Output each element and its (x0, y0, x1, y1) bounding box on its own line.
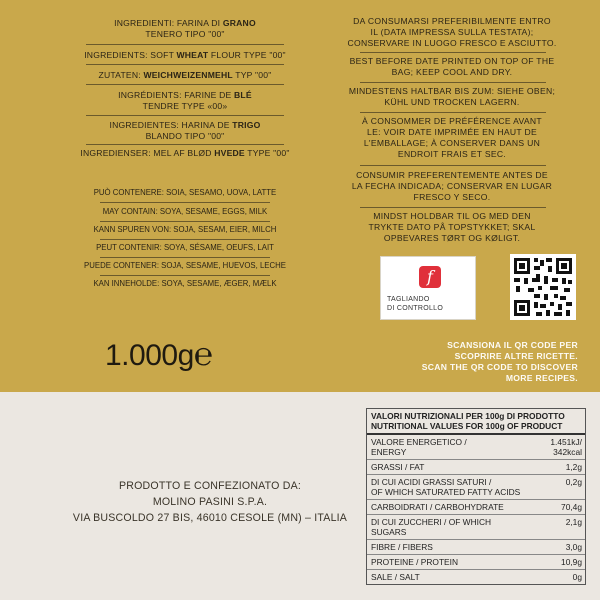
best-before-es: CONSUMIR PREFERENTEMENTE ANTES DE LA FECHA INDICADA; CONSERVAR EN LUGAR FRESCO Y SECO. (351, 170, 553, 202)
divider (86, 44, 284, 45)
divider (360, 112, 546, 113)
may-contain-en: MAY CONTAIN: SOYA, SESAME, EGGS, MILK (102, 207, 268, 216)
ingredients-de: ZUTATEN: WEICHWEIZENMEHL TYP "00" (98, 70, 272, 80)
table-row: PROTEINE / PROTEIN 10,9g (367, 555, 585, 570)
control-ticket (380, 256, 476, 320)
best-before-da: MINDST HOLDBAR TIL OG MED DEN TRYKTE DATO PÅ TOPSTYKKET; SKAL OPBEVARES TØRT OG KØLIGT. (368, 211, 536, 243)
divider (100, 257, 270, 258)
qr-instructions: SCANSIONA IL QR CODE PER SCOPRIRE ALTRE RICETTE. SCAN THE QR CODE TO DISCOVER MORE RECIPES. (421, 340, 578, 383)
may-contain-da: KAN INNEHOLDE: SOYA, SESAME, ÆGER, MÆLK (93, 279, 277, 288)
nutrition-table (366, 408, 586, 585)
may-contain-de: KANN SPUREN VON: SOJA, SESAM, EIER, MILCH (93, 225, 277, 234)
divider (100, 239, 270, 240)
divider (86, 84, 284, 85)
divider (86, 144, 284, 145)
manufacturer-info: PRODOTTO E CONFEZIONATO DA: MOLINO PASINI S.P.A. VIA BUSCOLDO 27 BIS, 46010 CESOLE (MN) – ITALIA (72, 480, 348, 524)
ingredients-es: INGREDIENTES: HARINA DE TRIGO BLANDO TIPO "00" (109, 120, 261, 141)
control-ticket-label: TAGLIANDO DI CONTROLLO (387, 296, 444, 312)
table-row: SALE / SALT 0g (371, 572, 582, 582)
table-row: DI CUI ZUCCHERI / OF WHICH SUGARS 2,1g (367, 515, 585, 540)
divider (360, 207, 546, 208)
divider (86, 115, 284, 116)
ingredients-it: INGREDIENTI: FARINA DI GRANO TENERO TIPO "00" (114, 18, 256, 39)
best-before-de: MINDESTENS HALTBAR BIS ZUM: SIEHE OBEN; KÜHL UND TROCKEN LAGERN. (348, 86, 556, 107)
table-row: VALORE ENERGETICO / ENERGY 1.451kJ/ 342kcal (367, 435, 585, 460)
divider (100, 202, 270, 203)
ingredients-da: INGREDIENSER: MEL AF BLØD HVEDE TYPE "00" (80, 148, 290, 158)
may-contain-it: PUÒ CONTENERE: SOIA, SESAMO, UOVA, LATTE (93, 188, 277, 197)
divider (360, 82, 546, 83)
estimated-sign-icon: ℮ (193, 336, 213, 372)
ingredients-en: INGREDIENTS: SOFT WHEAT FLOUR TYPE "00" (84, 50, 286, 60)
divider (360, 52, 546, 53)
ingredients-fr: INGRÉDIENTS: FARINE DE BLÉ TENDRE TYPE «00» (118, 90, 252, 111)
net-weight: 1.000g℮ (105, 336, 213, 372)
table-row: CARBOIDRATI / CARBOHYDRATE 70,4g (367, 500, 585, 515)
nutrition-table-header: VALORI NUTRIZIONALI PER 100g DI PRODOTTO NUTRITIONAL VALUES FOR 100g OF PRODUCT (367, 409, 585, 435)
best-before-it: DA CONSUMARSI PREFERIBILMENTE ENTRO IL (DATA IMPRESSA SULLA TESTATA); CONSERVARE IN LUOGO FRESCO E ASCIUTTO. (347, 16, 557, 48)
divider (100, 275, 270, 276)
divider (100, 221, 270, 222)
qr-code-icon[interactable] (510, 254, 576, 320)
table-row: FIBRE / FIBERS 3,0g (367, 540, 585, 555)
best-before-en: BEST BEFORE DATE PRINTED ON TOP OF THE BAG; KEEP COOL AND DRY. (349, 56, 555, 77)
divider (360, 165, 546, 166)
divider (86, 64, 284, 65)
may-contain-fr: PEUT CONTENIR: SOYA, SÉSAME, OEUFS, LAIT (96, 243, 274, 252)
table-row: DI CUI ACIDI GRASSI SATURI / OF WHICH SATURATED FATTY ACIDS 0,2g (367, 475, 585, 500)
table-row: GRASSI / FAT 1,2g (367, 460, 585, 475)
best-before-fr: À CONSOMMER DE PRÉFÉRENCE AVANT LE: VOIR DATE IMPRIMÉE EN HAUT DE L'EMBALLAGE; À CONSERVER DANS UN ENDROIT FRAIS ET SEC. (362, 116, 542, 159)
brand-logo-icon: f (419, 266, 441, 288)
may-contain-es: PUEDE CONTENER: SOJA, SESAME, HUEVOS, LECHE (84, 261, 286, 270)
